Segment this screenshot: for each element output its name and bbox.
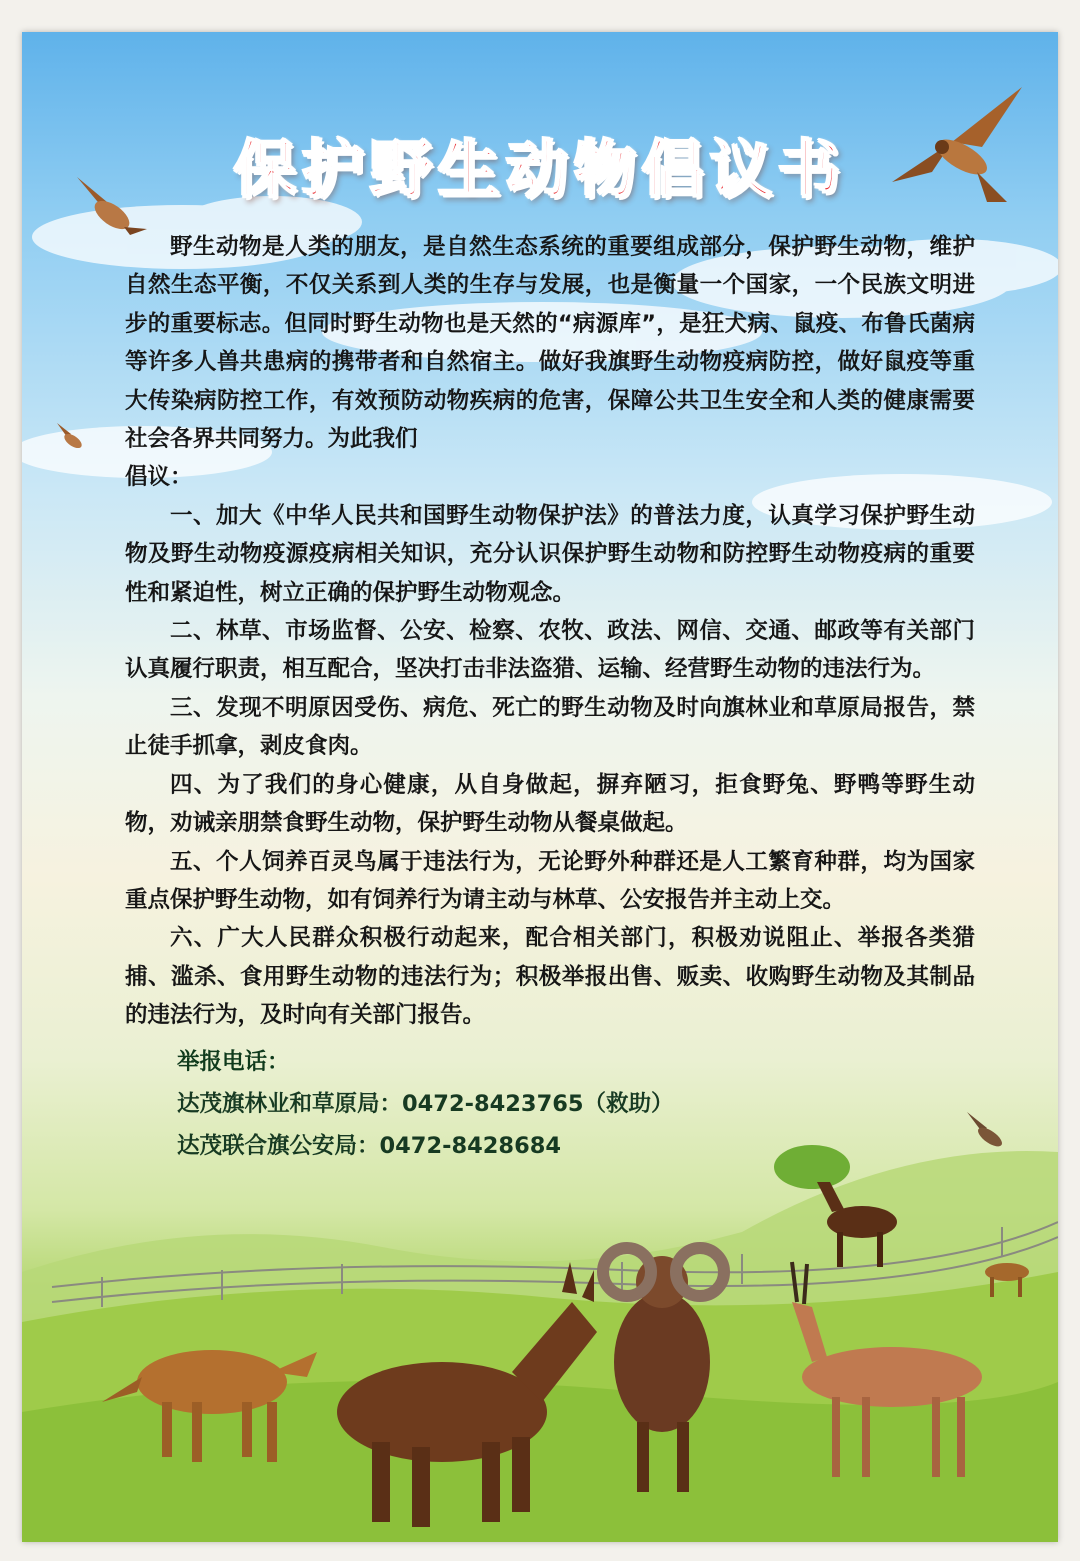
proposal-item: 二、林草、市场监督、公安、检察、农牧、政法、网信、交通、邮政等有关部门认真履行职责，相互配合，坚决打击非法盗猎、运输、经营野生动物的违法行为。 [125, 618, 975, 683]
proposal-text [125, 228, 975, 1167]
page-title: 保护野生动物倡议书 [233, 133, 846, 206]
hotline-forestry: 达茂旗林业和草原局：0472-8423765（救助） [177, 1090, 674, 1117]
intro-paragraph: 野生动物是人类的朋友，是自然生态系统的重要组成部分，保护野生动物，维护自然生态平衡，不仅关系到人类的生存与发展，也是衡量一个国家，一个民族文明进步的重要标志。但同时野生动物也是天然的“病源库”，是狂犬病、鼠疫、布鲁氏菌病等许多人兽共患病的携带者和自然宿主。做好我旗野生动物疫病防控，做好鼠疫等重大传染病防控工作，有效预防动物疾病的危害，保障公共卫生安全和人类的健康需要社会各界共同努力。为此我们 [125, 234, 975, 453]
proposal-item: 一、加大《中华人民共和国野生动物保护法》的普法力度，认真学习保护野生动物及野生动物疫源疫病相关知识，充分认识保护野生动物和防控野生动物疫病的重要性和紧迫性，树立正确的保护野生动物观念。 [125, 502, 975, 606]
hotline-police: 达茂联合旗公安局：0472-8428684 [177, 1132, 562, 1159]
proposal-item: 五、个人饲养百灵鸟属于违法行为，无论野外种群还是人工繁育种群，均为国家重点保护野生动物，如有饲养行为请主动与林草、公安报告并主动上交。 [125, 848, 975, 913]
proposal-heading: 倡议： [125, 464, 193, 491]
proposal-item: 四、为了我们的身心健康，从自身做起，摒弃陋习，拒食野兔、野鸭等野生动物，劝诫亲朋禁食野生动物，保护野生动物从餐桌做起。 [125, 771, 975, 837]
proposal-item: 六、广大人民群众积极行动起来，配合相关部门，积极劝说阻止、举报各类猎捕、滥杀、食用野生动物的违法行为；积极举报出售、贩卖、收购野生动物及其制品的违法行为，及时向有关部门报告。 [125, 925, 975, 1029]
report-hotlines [125, 1041, 975, 1167]
hotline-heading: 举报电话： [177, 1048, 290, 1075]
proposal-item: 三、发现不明原因受伤、病危、死亡的野生动物及时向旗林业和草原局报告，禁止徒手抓拿，剥皮食肉。 [125, 694, 975, 760]
poster [22, 32, 1058, 1542]
